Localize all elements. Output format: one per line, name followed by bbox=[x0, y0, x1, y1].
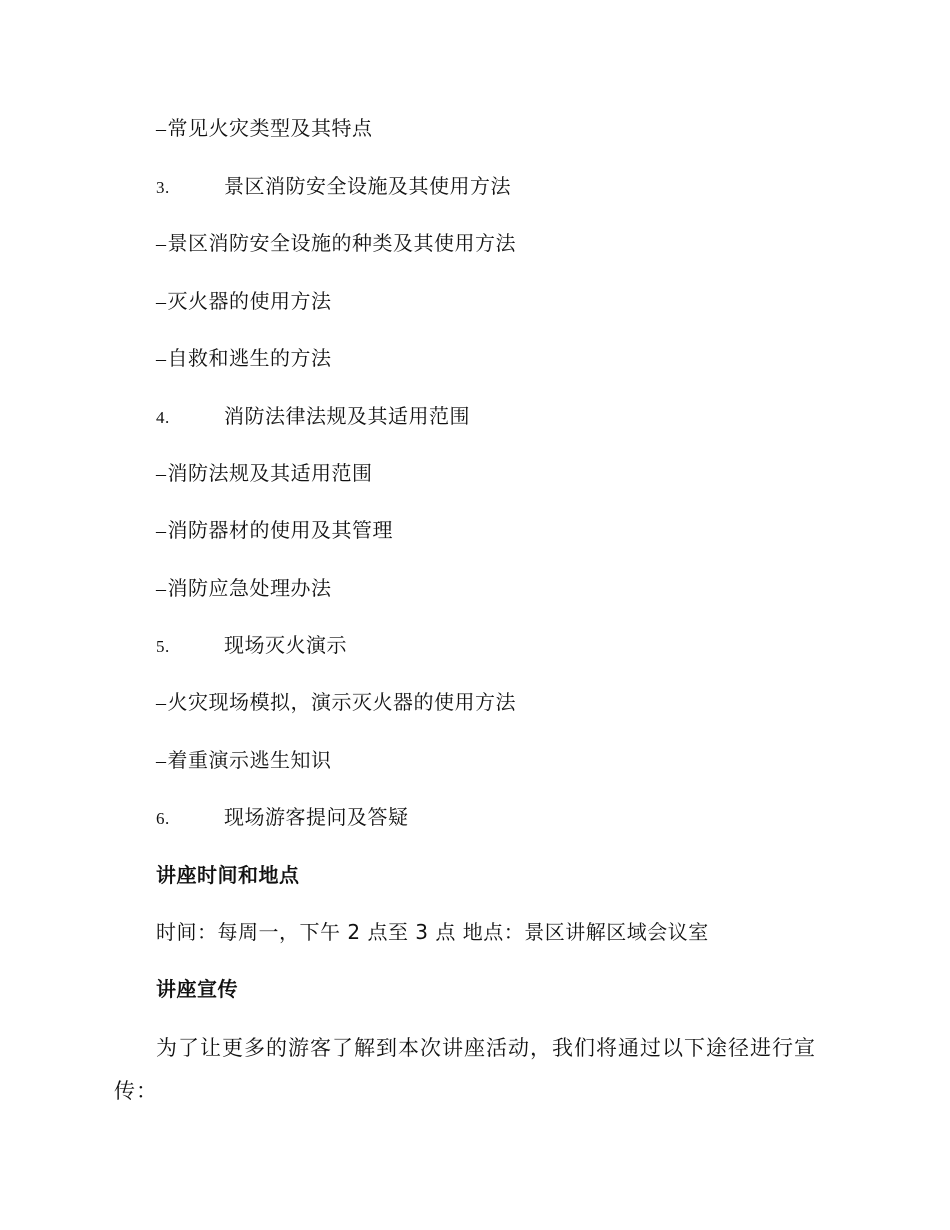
item-number: 4. bbox=[156, 408, 170, 427]
dash-marker: – bbox=[156, 233, 167, 255]
dash-marker: – bbox=[156, 520, 167, 542]
list-item-text: 着重演示逃生知识 bbox=[167, 748, 332, 772]
numbered-item bbox=[156, 631, 347, 661]
numbered-item bbox=[156, 402, 470, 432]
numbered-item-text: 景区消防安全设施及其使用方法 bbox=[224, 174, 511, 198]
dash-marker: – bbox=[156, 692, 167, 714]
numbered-item-text: 现场游客提问及答疑 bbox=[224, 805, 409, 829]
item-number: 3. bbox=[156, 178, 170, 197]
numbered-item-text: 消防法律法规及其适用范围 bbox=[224, 404, 470, 428]
list-item-text: 自救和逃生的方法 bbox=[167, 346, 332, 370]
list-item bbox=[156, 516, 393, 545]
list-item bbox=[156, 287, 332, 316]
item-number: 5. bbox=[156, 637, 170, 656]
list-item-text: 消防应急处理办法 bbox=[167, 576, 332, 600]
dash-marker: – bbox=[156, 348, 167, 370]
list-item-text: 消防法规及其适用范围 bbox=[167, 461, 373, 485]
dash-marker: – bbox=[156, 118, 167, 140]
numbered-item-text: 现场灭火演示 bbox=[224, 633, 347, 657]
list-item bbox=[156, 746, 332, 775]
list-item-text: 火灾现场模拟，演示灭火器的使用方法 bbox=[167, 690, 516, 714]
list-item-text: 常见火灾类型及其特点 bbox=[167, 116, 373, 140]
dash-marker: – bbox=[156, 463, 167, 485]
numbered-item bbox=[156, 172, 511, 202]
list-item-text: 灭火器的使用方法 bbox=[167, 289, 332, 313]
list-item bbox=[156, 114, 373, 143]
list-item-text: 景区消防安全设施的种类及其使用方法 bbox=[167, 231, 516, 255]
list-item-text: 消防器材的使用及其管理 bbox=[167, 518, 393, 542]
dash-marker: – bbox=[156, 750, 167, 772]
promotion-paragraph: 为了让更多的游客了解到本次讲座活动，我们将通过以下途径进行宣传： bbox=[114, 1036, 816, 1103]
section-heading-promotion: 讲座宣传 bbox=[156, 977, 238, 1001]
list-item bbox=[156, 688, 516, 717]
item-number: 6. bbox=[156, 809, 170, 828]
dash-marker: – bbox=[156, 578, 167, 600]
time-location-text: 时间：每周一，下午 2 点至 3 点 地点：景区讲解区域会议室 bbox=[156, 920, 709, 944]
list-item bbox=[156, 459, 373, 488]
numbered-item bbox=[156, 803, 409, 833]
list-item bbox=[156, 574, 332, 603]
list-item bbox=[156, 344, 332, 373]
list-item bbox=[156, 229, 516, 258]
section-heading-time-location: 讲座时间和地点 bbox=[156, 863, 300, 887]
dash-marker: – bbox=[156, 291, 167, 313]
